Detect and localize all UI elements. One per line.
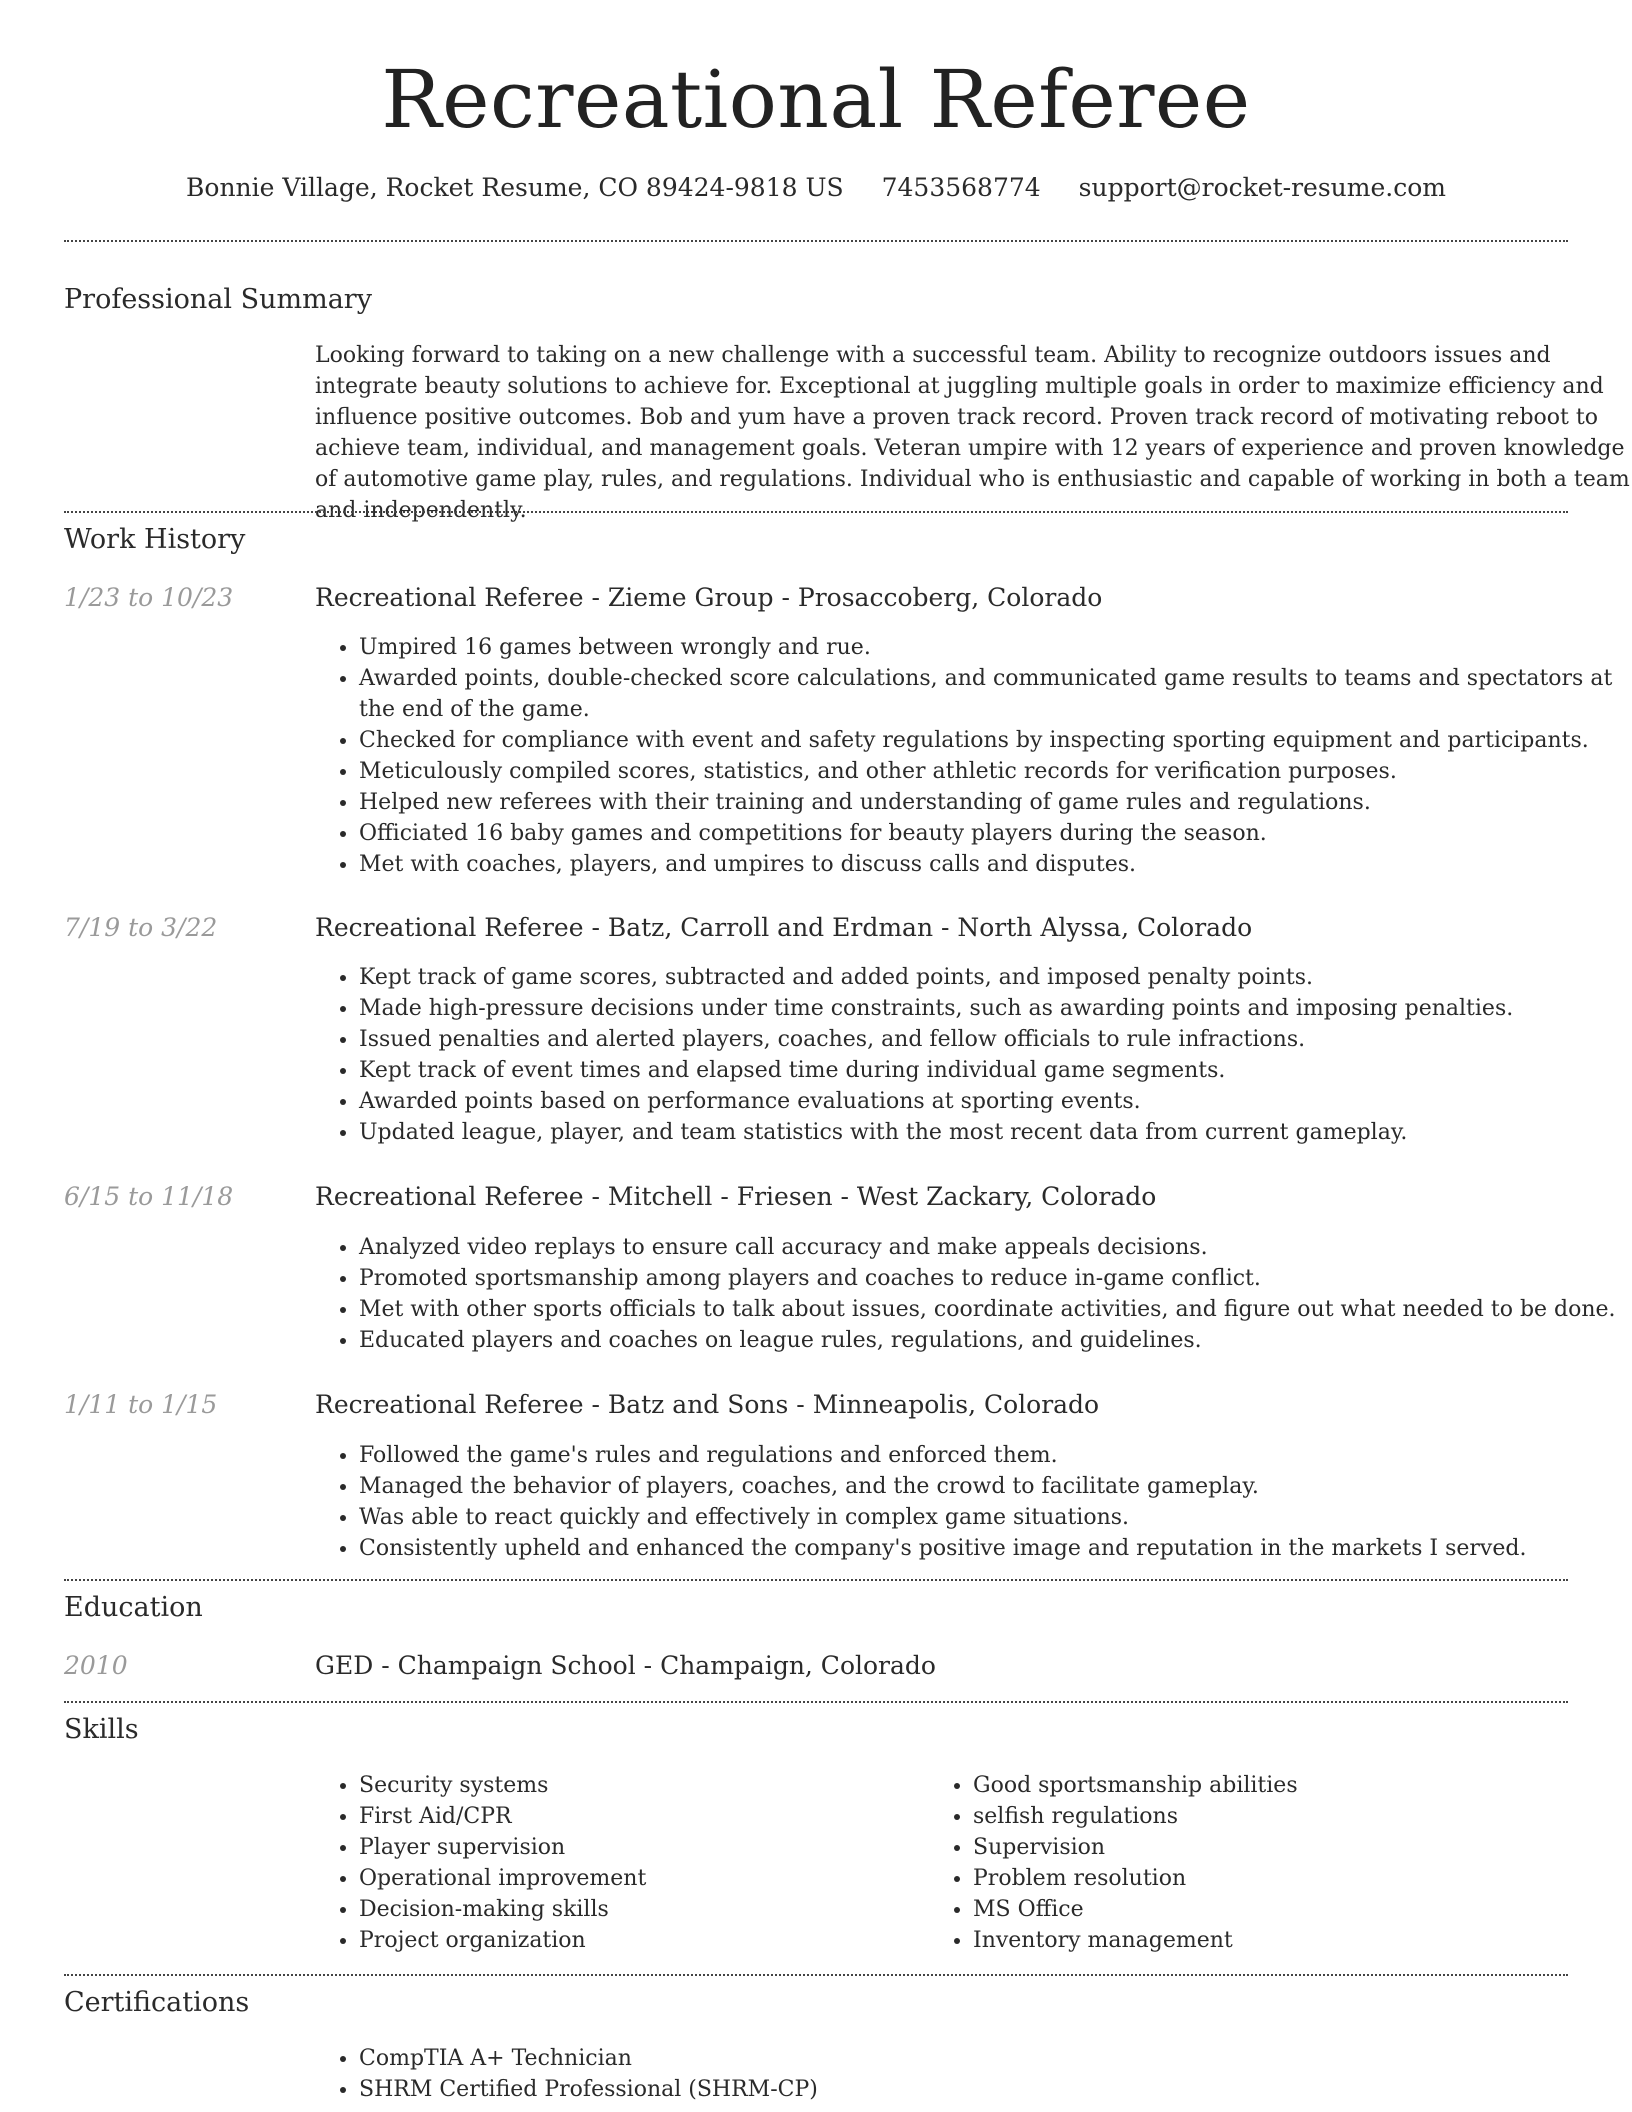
list-item: • Met with coaches, players, and umpires to discuss calls and disputes. bbox=[359, 849, 1629, 880]
list-item: • Player supervision bbox=[359, 1832, 919, 1863]
job-bullets bbox=[315, 1232, 1629, 1356]
list-item: • Educated players and coaches on league rules, regulations, and guidelines. bbox=[359, 1325, 1629, 1356]
divider bbox=[64, 240, 1568, 242]
list-item: • First Aid/CPR bbox=[359, 1801, 919, 1832]
candidate-name: Recreational Referee bbox=[381, 53, 1251, 146]
list-item: • Inventory management bbox=[973, 1925, 1533, 1956]
education-date: 2010 bbox=[64, 1651, 128, 1680]
section-title-education: Education bbox=[64, 1592, 203, 1623]
list-item: • Made high-pressure decisions under time constraints, such as awarding points and imposing penalties. bbox=[359, 993, 1629, 1024]
divider bbox=[64, 511, 1568, 513]
list-item: • Umpired 16 games between wrongly and rue. bbox=[359, 632, 1629, 663]
job-title: Recreational Referee - Batz and Sons - Minneapolis, Colorado bbox=[315, 1390, 1100, 1419]
summary-text: Looking forward to taking on a new challenge with a successful team. Ability to recognize outdoors issues and integrate beauty solutions to achieve for. Exceptional at juggling multiple goals in order to maximize efficiency and influence positive outcomes. Bob and yum have a proven track record. Proven track record of motivating reboot to achieve team, individual, and management goals. Veteran umpire with 12 years of experience and proven knowledge of automotive game play, rules, and regulations. Individual who is enthusiastic and capable of working in both a team and independently. bbox=[315, 343, 1630, 523]
list-item: • Decision-making skills bbox=[359, 1894, 919, 1925]
contact-line bbox=[64, 170, 1568, 206]
list-item: • Project organization bbox=[359, 1925, 919, 1956]
divider bbox=[64, 1579, 1568, 1581]
divider bbox=[64, 1701, 1568, 1703]
list-item: • SHRM Certified Professional (SHRM-CP) bbox=[359, 2074, 1559, 2105]
list-item: • Awarded points based on performance evaluations at sporting events. bbox=[359, 1086, 1629, 1117]
list-item: • Was able to react quickly and effectively in complex game situations. bbox=[359, 1502, 1629, 1533]
list-item: • Consistently upheld and enhanced the company's positive image and reputation in the markets I served. bbox=[359, 1533, 1629, 1564]
list-item: • Met with other sports officials to talk about issues, coordinate activities, and figure out what needed to be done. bbox=[359, 1294, 1629, 1325]
job-dates: 1/11 to 1/15 bbox=[64, 1390, 218, 1419]
job-title: Recreational Referee - Mitchell - Friesen - West Zackary, Colorado bbox=[315, 1182, 1157, 1211]
section-title-skills: Skills bbox=[64, 1714, 139, 1745]
list-item: • Security systems bbox=[359, 1770, 919, 1801]
list-item: • Supervision bbox=[973, 1832, 1533, 1863]
list-item: • Issued penalties and alerted players, coaches, and fellow officials to rule infractions. bbox=[359, 1024, 1629, 1055]
certifications-list bbox=[315, 2043, 1559, 2105]
list-item: • Officiated 16 baby games and competitions for beauty players during the season. bbox=[359, 818, 1629, 849]
contact-address: Bonnie Village, Rocket Resume, CO 89424-9818 US bbox=[186, 173, 844, 202]
list-item: • Operational improvement bbox=[359, 1863, 919, 1894]
job-title: Recreational Referee - Zieme Group - Prosaccoberg, Colorado bbox=[315, 583, 1103, 612]
list-item: • Kept track of game scores, subtracted and added points, and imposed penalty points. bbox=[359, 962, 1629, 993]
list-item: • Checked for compliance with event and safety regulations by inspecting sporting equipment and participants. bbox=[359, 725, 1629, 756]
job-title: Recreational Referee - Batz, Carroll and Erdman - North Alyssa, Colorado bbox=[315, 913, 1253, 942]
section-title-summary: Professional Summary bbox=[64, 284, 372, 315]
list-item: • Problem resolution bbox=[973, 1863, 1533, 1894]
job-dates: 6/15 to 11/18 bbox=[64, 1182, 234, 1211]
divider bbox=[64, 1974, 1568, 1976]
contact-email: support@rocket-resume.com bbox=[1078, 173, 1446, 202]
list-item: • Updated league, player, and team statistics with the most recent data from current gameplay. bbox=[359, 1117, 1629, 1148]
list-item: • Good sportsmanship abilities bbox=[973, 1770, 1533, 1801]
list-item: • Promoted sportsmanship among players and coaches to reduce in-game conflict. bbox=[359, 1263, 1629, 1294]
skills-list-right bbox=[929, 1770, 1533, 1956]
job-bullets bbox=[315, 962, 1629, 1148]
job-dates: 1/23 to 10/23 bbox=[64, 583, 234, 612]
list-item: • MS Office bbox=[973, 1894, 1533, 1925]
list-item: • Helped new referees with their training and understanding of game rules and regulations. bbox=[359, 787, 1629, 818]
skills-list-left bbox=[315, 1770, 919, 1956]
list-item: • Awarded points, double-checked score calculations, and communicated game results to teams and spectators at the end of the game. bbox=[359, 663, 1629, 725]
section-title-certifications: Certifications bbox=[64, 1987, 250, 2018]
section-title-work-history: Work History bbox=[64, 524, 246, 555]
job-dates: 7/19 to 3/22 bbox=[64, 913, 218, 942]
list-item: • CompTIA A+ Technician bbox=[359, 2043, 1559, 2074]
list-item: • Analyzed video replays to ensure call accuracy and make appeals decisions. bbox=[359, 1232, 1629, 1263]
list-item: • Kept track of event times and elapsed time during individual game segments. bbox=[359, 1055, 1629, 1086]
contact-phone: 7453568774 bbox=[881, 173, 1041, 202]
list-item: • Managed the behavior of players, coaches, and the crowd to facilitate gameplay. bbox=[359, 1471, 1629, 1502]
list-item: • Followed the game's rules and regulations and enforced them. bbox=[359, 1440, 1629, 1471]
education-entry: GED - Champaign School - Champaign, Colorado bbox=[315, 1651, 936, 1680]
list-item: • selfish regulations bbox=[973, 1801, 1533, 1832]
list-item: • Meticulously compiled scores, statistics, and other athletic records for verification purposes. bbox=[359, 756, 1629, 787]
job-bullets bbox=[315, 632, 1629, 880]
job-bullets bbox=[315, 1440, 1629, 1564]
